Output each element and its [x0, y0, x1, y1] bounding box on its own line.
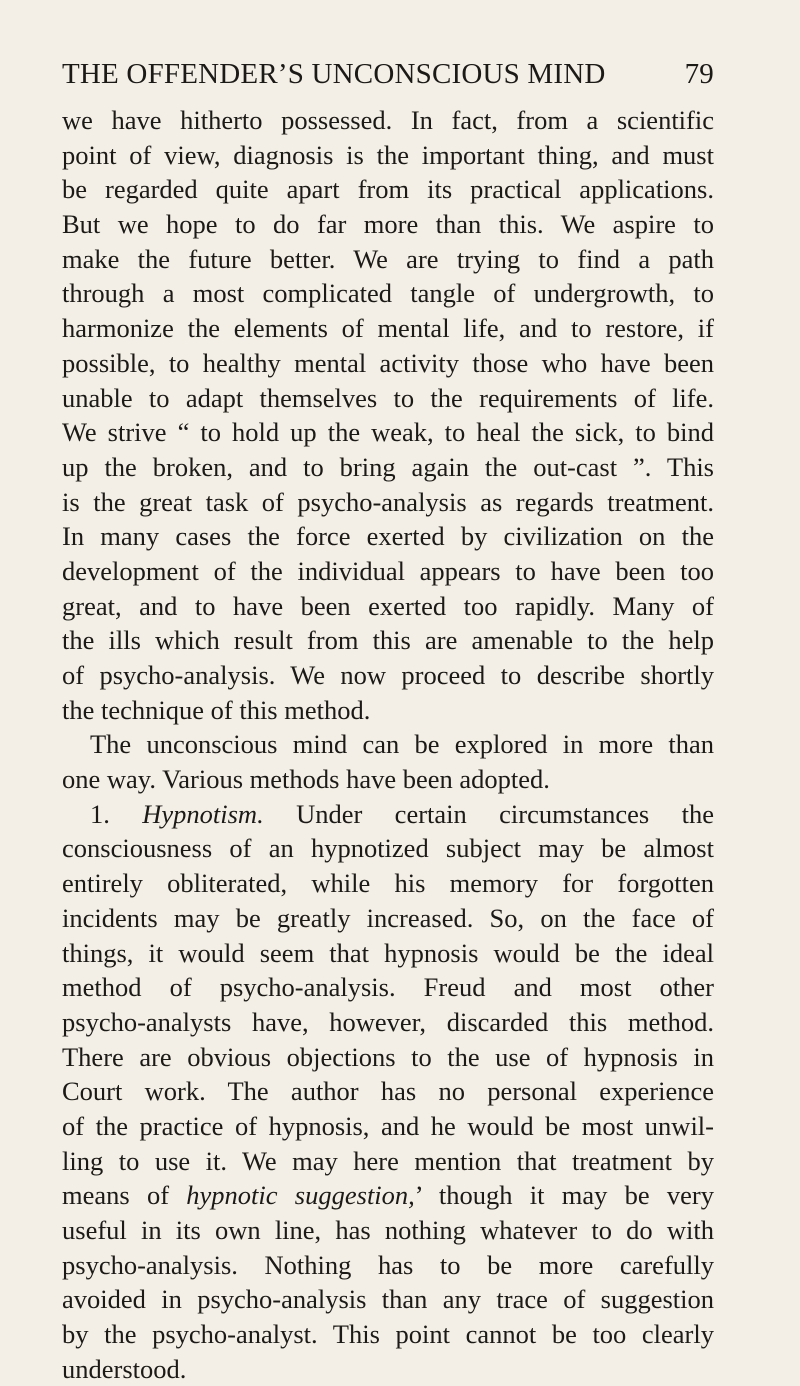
- text-line: of psycho-analysis. We now proceed to describe shortly: [62, 660, 714, 690]
- text-segment: Under certain circumstances the: [263, 798, 714, 829]
- text-line: ling to use it. We may here mention that treatment by: [62, 1145, 714, 1176]
- text-line: psycho-analysts have, however, discarded this method.: [62, 1006, 714, 1037]
- text-line: by the psycho-analyst. This point cannot be too clearly: [62, 1319, 714, 1350]
- text-line: be regarded quite apart from its practical applications.: [62, 174, 714, 205]
- text-line: consciousness of an hypnotized subject may be almost: [62, 833, 714, 864]
- text-segment: means of: [62, 1180, 187, 1211]
- text-line: unable to adapt themselves to the requirements of life.: [62, 382, 714, 413]
- text-line: useful in its own line, has nothing whatever to do with: [62, 1215, 714, 1245]
- text-line: possible, to healthy mental activity those who have been: [62, 347, 714, 378]
- text-segment: ’ though it may be very: [414, 1180, 714, 1211]
- text-line: is the great task of psycho-analysis as regards treatment.: [62, 486, 714, 517]
- text-line: There are obvious objections to the use of hypnosis in: [62, 1041, 714, 1072]
- list-number: 1.: [90, 798, 143, 829]
- text-line: [62, 797, 714, 832]
- text-line: development of the individual appears to have been too: [62, 555, 714, 586]
- body-text: [62, 103, 714, 1386]
- text-line: We strive “ to hold up the weak, to heal the sick, to bind: [62, 417, 714, 448]
- italic-term: Hypnotism.: [142, 798, 264, 829]
- text-line: things, it would seem that hypnosis would be the ideal: [62, 937, 714, 968]
- text-line: psycho-analysis. Nothing has to be more carefully: [62, 1249, 714, 1280]
- text-line: make the future better. We are trying to find a path: [62, 243, 714, 274]
- text-line: avoided in psycho-analysis than any trace of suggestion: [62, 1284, 714, 1315]
- text-line: through a most complicated tangle of undergrowth, to: [62, 278, 714, 309]
- italic-term: hypnotic suggestion,: [186, 1180, 415, 1211]
- text-line: In many cases the force exerted by civilization on the: [62, 521, 714, 552]
- running-header: [62, 58, 714, 98]
- page-number: 79: [684, 58, 714, 90]
- text-line: Court work. The author has no personal experience: [62, 1076, 714, 1107]
- text-line: point of view, diagnosis is the important thing, and must: [62, 139, 714, 170]
- text-line: [62, 1178, 714, 1213]
- text-line: great, and to have been exerted too rapidly. Many of: [62, 590, 714, 621]
- text-line: harmonize the elements of mental life, and to restore, if: [62, 313, 714, 344]
- running-title: THE OFFENDER’S UNCONSCIOUS MIND: [62, 58, 606, 90]
- text-line: incidents may be greatly increased. So, on the face of: [62, 902, 714, 933]
- text-line: method of psycho-analysis. Freud and most other: [62, 972, 714, 1003]
- text-line: the technique of this method.: [62, 694, 371, 725]
- text-line: understood.: [62, 1353, 187, 1384]
- text-line: But we hope to do far more than this. We aspire to: [62, 209, 714, 240]
- text-line: of the practice of hypnosis, and he would be most unwil-: [62, 1110, 714, 1141]
- text-line: The unconscious mind can be explored in more than: [90, 729, 714, 760]
- text-line: up the broken, and to bring again the out-cast ”. This: [62, 451, 714, 482]
- text-line: we have hitherto possessed. In fact, from a scientific: [62, 105, 714, 135]
- text-line: entirely obliterated, while his memory for forgotten: [62, 868, 714, 899]
- text-line: one way. Various methods have been adopted.: [62, 764, 550, 795]
- text-line: the ills which result from this are amenable to the help: [62, 625, 714, 656]
